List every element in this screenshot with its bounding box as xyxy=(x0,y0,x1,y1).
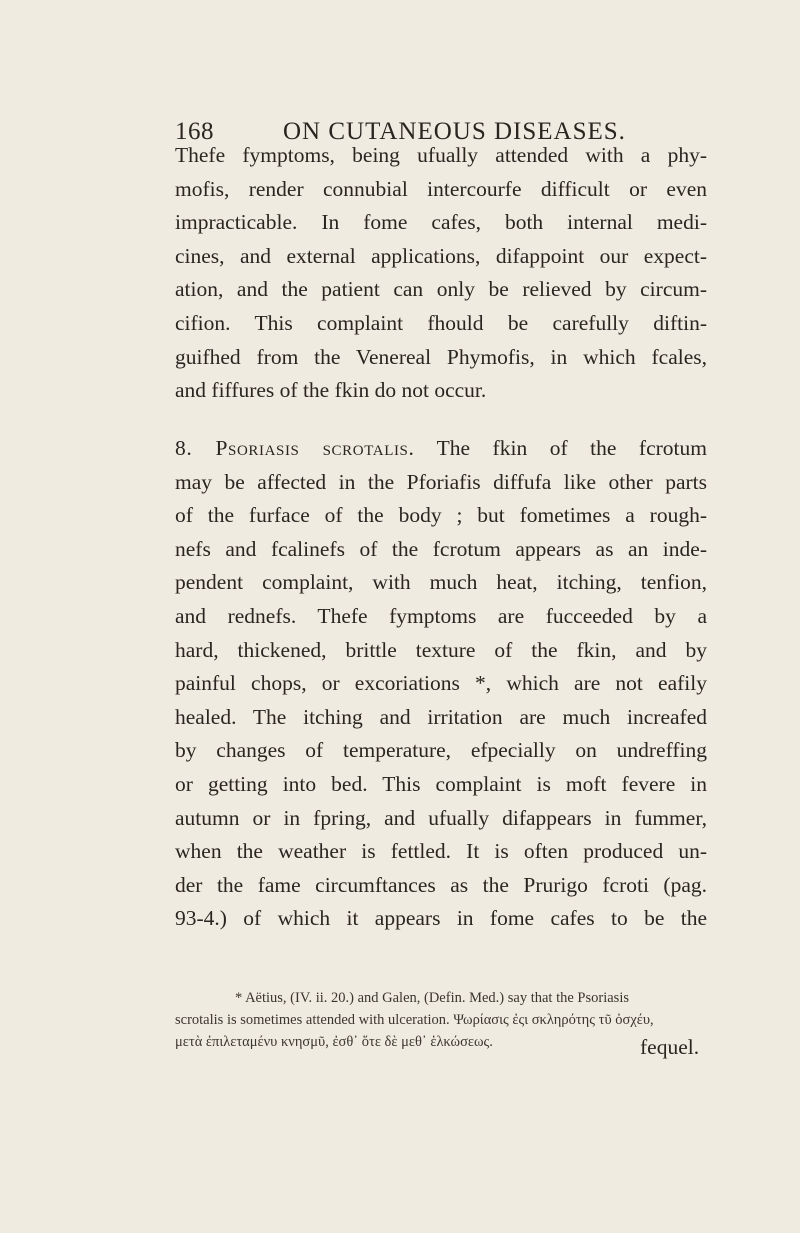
text-fragment: The fkin of the fcrotum xyxy=(436,436,707,460)
text-line: pendent complaint, with much heat, itching, tenfion, xyxy=(175,570,707,595)
text-line: hard, thickened, brittle texture of the fkin, and by xyxy=(175,637,707,662)
text-line: and fiffures of the fkin do not occur. xyxy=(175,378,487,403)
footnote-greek-line: μετὰ ἐπιλεταμένυ κνησμῦ, ἐσθ᾽ ὅτε δὲ μεθ᾽ ἑλκώσεως. xyxy=(175,1034,493,1050)
text-line: mofis, render connubial intercourfe difficult or even xyxy=(175,176,707,201)
text-line: autumn or in fpring, and ufually difappears in fummer, xyxy=(175,805,707,830)
text-line: or getting into bed. This complaint is moft fevere in xyxy=(175,771,707,796)
text-line: and rednefs. Thefe fymptoms are fucceeded by a xyxy=(175,603,707,628)
running-title: ON CUTANEOUS DISEASES. xyxy=(283,118,626,145)
text-line: nefs and fcalinefs of the fcrotum appears as an inde- xyxy=(175,536,707,561)
text-line: Thefe fymptoms, being ufually attended with a phy- xyxy=(175,143,707,167)
text-line: when the weather is fettled. It is often produced un- xyxy=(175,839,707,864)
page-number: 168 xyxy=(175,118,214,145)
paragraph-first-line xyxy=(175,432,707,466)
text-line: cines, and external applications, difappoint our expect- xyxy=(175,243,707,268)
paragraph-symptoms xyxy=(175,139,707,408)
footnote-line: * Aëtius, (IV. ii. 20.) and Galen, (Defin. Med.) say that the Psoriasis xyxy=(235,990,629,1006)
text-line: by changes of temperature, efpecially on undreffing xyxy=(175,738,707,763)
text-line: 93-4.) of which it appears in fome cafes to be the xyxy=(175,906,707,931)
text-line: guifhed from the Venereal Phymofis, in which fcales, xyxy=(175,344,707,369)
text-line: of the furface of the body ; but fometimes a rough- xyxy=(175,503,707,528)
text-line: impracticable. In fome cafes, both internal medi- xyxy=(175,210,707,235)
catchword: fequel. xyxy=(640,1035,700,1059)
footnote-line: scrotalis is sometimes attended with ulceration. Ψωρίασις ἐςι σκληρότης τῦ ὀσχέυ, xyxy=(175,1012,654,1028)
paragraph-psoriasis-scrotalis xyxy=(175,432,707,936)
text-line: ation, and the patient can only be relieved by circum- xyxy=(175,277,707,302)
section-heading: 8. Psoriasis scrotalis. xyxy=(175,436,415,460)
text-line: may be affected in the Pforiafis diffufa like other parts xyxy=(175,469,707,494)
text-line: healed. The itching and irritation are much increafed xyxy=(175,704,707,729)
text-line: cifion. This complaint fhould be carefully diftin- xyxy=(175,310,707,335)
text-line: painful chops, or excoriations *, which are not eafily xyxy=(175,671,707,696)
text-line: der the fame circumftances as the Prurigo fcroti (pag. xyxy=(175,872,707,897)
footnote xyxy=(175,987,707,1053)
